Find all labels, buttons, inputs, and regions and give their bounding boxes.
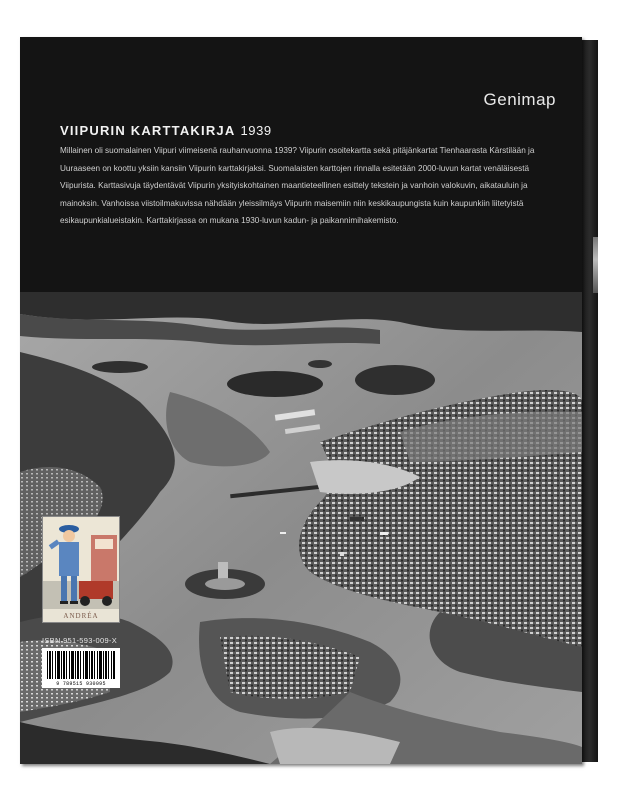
book-title [60,123,272,138]
spine-photo-strip [593,237,598,293]
book-spine [582,40,598,762]
text-panel [20,37,582,292]
isbn-number: ISBN 951-593-009-X [42,636,118,645]
policeman-stamp [42,516,120,623]
stamp-label: ANDRÉA [63,612,99,620]
barcode [42,648,120,688]
book-description: Millainen oli suomalainen Viipuri viimeisenä rauhanvuonna 1939? Viipurin osoitekartta sekä pitäjänkartat Tienhaarasta Kärstilään ja Uuraaseen on koottu yksiin kansiin Viipurin karttakirjaksi. Suomalaisten karttojen rinnalla esitetään 2000-luvun kartat venäläisestä Viipurista. Karttasivuja täydentävät Viipurin yksityiskohtainen maantieteellinen esittely tekstein ja vanhoin valokuvin, aikatauluin ja mainoksin. Vanhoissa viistoilmakuvissa nähdään yleissilmäys Viipurin maisemiin niin keskikaupungista kuin kaupunkiin liitetyistä esikaupunkialueistakin. Karttakirjassa on mukana 1930-luvun kadun- ja paikannimihakemisto. [60,146,535,225]
book-title-main: VIIPURIN KARTTAKIRJA [60,123,236,138]
publisher-name: Genimap [483,90,556,109]
barcode-icon [47,651,115,679]
barcode-digits: 9 789515 930095 [56,681,106,687]
book-title-year: 1939 [240,123,272,138]
